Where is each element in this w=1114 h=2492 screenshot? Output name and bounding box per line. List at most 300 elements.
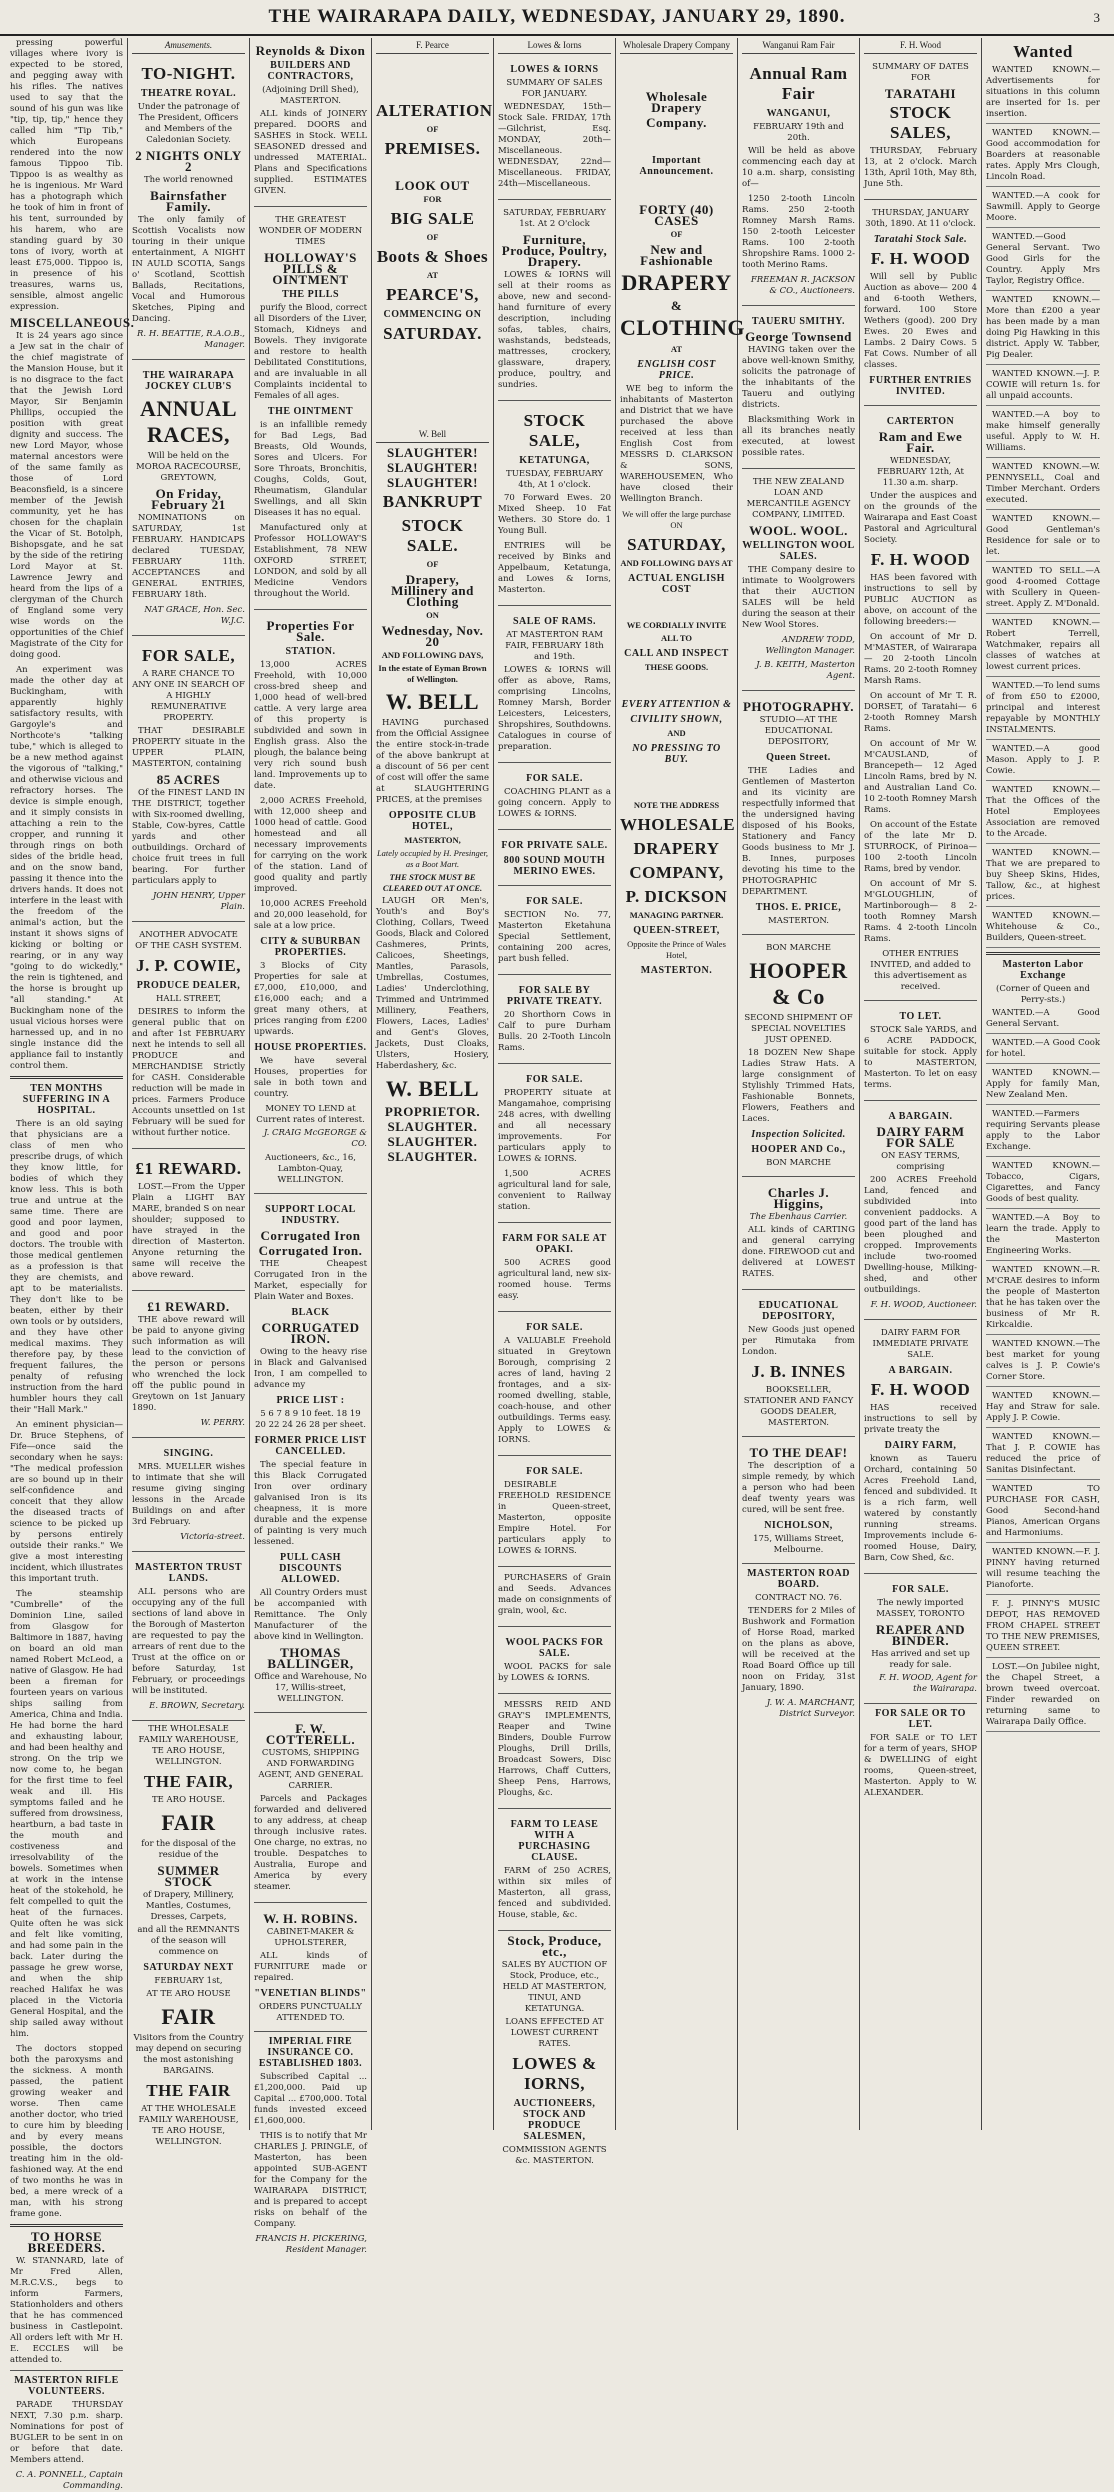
ad-subtitle: THOS. E. PRICE, (755, 902, 842, 913)
ad-subtitle: PRODUCE DEALER, (136, 980, 241, 991)
ad-text: Under the patronage of The President, Officers and Members of the Caledonian Society. (137, 102, 240, 145)
ad-text: WE CORDIALLY INVITE (626, 620, 727, 630)
ad-title: PEARCE'S, (386, 285, 479, 304)
ad-taratahi-sales (864, 57, 977, 200)
ad-text: In the estate of Eyman Brown of Wellington. (378, 663, 487, 684)
ad-text: AT (426, 270, 439, 280)
ad-stock-sale (864, 203, 977, 406)
ad-signature: Victoria-street. (180, 1532, 245, 1542)
ad-title: SLAUGHTER! (387, 460, 478, 475)
column-8 (860, 38, 982, 2130)
classified-ad: WANTED.—To lend sums of from £50 to £2000, principal and interest repayable by MONTHLY INSTALMENTS. (986, 681, 1100, 740)
ad-text: Will sell by Public Auction as above— 200 4 and 6-tooth Wethers, forward. 100 Store Wethers (good). 200 Dry Ewes. 20 Ewes and Lambs. 2 Dairy Cows. 5 Fat Cows. Number of all classes. (864, 272, 977, 370)
ad-title: DRAPERY (621, 270, 732, 295)
ad-title: ANNUAL RACES, (139, 396, 238, 447)
ad-text: TUESDAY, FEBRUARY 4th, At 1 o'clock. (506, 469, 603, 490)
ad-date: Wednesday, Nov. 20 (381, 623, 484, 649)
ad-subtitle: NO PRESSING TO BUY. (632, 743, 721, 765)
ad-text: COMMISSION AGENTS &c. MASTERTON. (502, 2145, 607, 2166)
ad-text: SATURDAY, FEBRUARY 1st. At 2 O'clock (503, 208, 606, 229)
labor-list (986, 1008, 1100, 1732)
column-header: Wholesale Drapery Company (620, 38, 733, 54)
ad-text: AND FOLLOWING DAYS, (381, 650, 484, 660)
ad-title: SINGING. (163, 1448, 214, 1459)
ad-cotterell (254, 1716, 367, 1903)
ad-text: We will offer the large purchase ON (622, 509, 731, 530)
classified-ad: WANTED.—Farmers requiring Servants please apply to the Labor Exchange. (986, 1109, 1100, 1157)
ad-text: 3 Blocks of City Properties for sale at £7,000, £10,000, and £16,000 each; and a great many others, at prices ranging from £200 upwards. (254, 961, 367, 1037)
ad-text: ALL kinds of FURNITURE made or repaired. (254, 1951, 367, 1983)
ad-text: LOST.—From the Upper Plain a LIGHT BAY MARE, branded S on near shoulder; supposed to have strayed in the direction of Masterton. Anyone returning the same will receive the above reward. (132, 1182, 245, 1280)
ad-text: THE STOCK MUST BE CLEARED OUT AT ONCE. (382, 872, 483, 893)
ad-text: The newly imported MASSEY, TORONTO (876, 1598, 965, 1619)
ad-title: W. BELL (385, 1076, 480, 1101)
article-text: There is an old saying that physicians are a class of men who prescribe drugs, of which they know little, for bodies of which they know less. This is both true and untrue at the same time. There are good and poor laymen, and good and poor doctors. The trouble with those medical gentlemen as a profession is that they are chemists, and apt to be materialists. They don't like to be beaten, either by their own tools or by outsiders, and they have other medical maxims. They therefore pay, by these frequent failures, the penalty of refusing instruction from the hard humbler hours they call their "Hall Mark." (10, 1119, 123, 1415)
ad-title: FOR SALE, (141, 646, 236, 665)
ad-properties (254, 613, 367, 1194)
ad-dairy-farm-2 (864, 1323, 977, 1574)
ad-subtitle: THE OINTMENT (267, 406, 354, 417)
ad-subtitle: Bairnsfather Family. (150, 188, 227, 214)
ad-subtitle: ACTUAL ENGLISH COST (628, 573, 725, 595)
ad-title: FOR PRIVATE SALE. (501, 840, 608, 851)
classified-ad: WANTED.—A boy to make himself generally useful. Apply to W. H. Williams. (986, 410, 1100, 458)
ad-title: THE FAIR, (143, 1772, 234, 1791)
ad-text: AND FOLLOWING DAYS AT (620, 558, 733, 568)
classified-ad: WANTED KNOWN.—Hay and Straw for sale. Apply J. P. Cowie. (986, 1391, 1100, 1428)
ad-title: Company. (646, 115, 707, 130)
ad-title: IMPERIAL FIRE INSURANCE CO. ESTABLISHED 1803. (258, 2036, 363, 2069)
ad-coaching (498, 766, 611, 830)
ad-text: All Country Orders must be accompanied with Remittance. The Only Manufacturer of the above kind in Wellington. (254, 1588, 367, 1642)
labor-exchange-heading: Masterton Labor Exchange (1002, 959, 1084, 981)
ad-subtitle: CITY & SUBURBAN PROPERTIES. (260, 936, 361, 958)
ad-text: 5 6 7 8 9 10 feet. 18 19 20 22 24 26 28 per sheet. (255, 1409, 366, 1430)
ad-text: The only family of Scottish Vocalists now touring in their unique entertainment, A NIGHT IN AULD SCOTIA, Sangs o' Scotland, Scottish Ballads, Recitations, Vocal and Humorous Sketches, Piping and Dancing. (132, 215, 245, 324)
ad-text: W. STANNARD, late of Mr Fred Allen, M.R.C.V.S., begs to inform Farmers, Stationholders and others that he has commenced business in Castlepoint. All orders left with Mr H. E. ECCLES will be attended to. (10, 2256, 123, 2365)
ad-text: A RARE CHANCE TO ANY ONE IN SEARCH OF A HIGHLY REMUNERATIVE PROPERTY. (132, 669, 245, 723)
ad-subtitle: FORMER PRICE LIST CANCELLED. (254, 1435, 367, 1457)
ad-subtitle: TAUERU SMITHY. (751, 316, 846, 327)
ad-text: purify the Blood, correct all Disorders of the Liver, Stomach, Kidneys and Bowels. They invigorate and restore to health Debilitated Constitutions, and are invaluable in all Complaints incidental to Females of all ages. (254, 303, 367, 401)
article-text: pressing powerful villages where ivory is expected to be stored, and pegging away with his rifles. The natives used to say that the sound of his gun was like "tip, tip, tip," hence they called him "Tip Tib," which Europeans rendered into the now famous Tippoo Tib. Tippoo is as wealthy as he is ingenious. Mr Ward has a photograph which he took of him in front of his tent, surrounded by his harem, who are standing guard by 30 tons of ivory, worth at least £75,000. Tippoo is, in presence of his treasures, warns us, sensible, almost angelic expression. (10, 38, 123, 312)
ad-title: STOCK SALE. (401, 516, 464, 555)
ad-title: FOR SALE. (526, 1074, 583, 1085)
ad-title: HOLLOWAY'S PILLS & OINTMENT (264, 250, 357, 287)
ad-title: COMPANY, (629, 863, 724, 882)
column-4 (372, 38, 494, 2130)
ad-subtitle: 2 NIGHTS ONLY 2 (135, 148, 242, 174)
ad-heading: MASTERTON RIFLE VOLUNTEERS. (14, 2375, 119, 2397)
ad-title: J. B. INNES (751, 1362, 846, 1381)
ad-text: THIS is to notify that Mr CHARLES J. PRINGLE, of Masterton, has been appointed SUB-AGENT for the Company for the WAIRARAPA DISTRICT, and is prepared to accept risks on behalf of the Company. (254, 2131, 367, 2229)
divider (10, 2224, 123, 2227)
ad-text: WOOL PACKS for sale by LOWES & IORNS. (498, 1662, 611, 1683)
ad-text: Will be held as above commencing each day at 10 a.m. sharp, consisting of— (742, 146, 855, 189)
ad-forsale (132, 639, 245, 922)
ad-higgins (742, 1180, 855, 1290)
article-text: The doctors stopped both the paroxysms and the sickness. A month passed, the patient growing weaker and worse. Then came another doctor, who tried to cure him by bleeding and by every means possible, the doctors treating him in the old-fashioned way. At the end of two months he was in bed, a mere wreck of a man, with his strong frame gone. (10, 2044, 123, 2219)
ad-text: BON MARCHE (766, 1158, 831, 1168)
ad-signature: F. H. WOOD, Auctioneer. (870, 1300, 977, 1310)
ad-title: SATURDAY. (383, 324, 482, 343)
ad-subtitle: 85 ACRES (156, 772, 221, 787)
ad-te-aro-fair (132, 1724, 245, 2148)
ad-text: HAVING taken over the above well-known Smithy, solicits the patronage of the inhabitants of the Taueru and outlying districts. (742, 345, 855, 410)
ad-text: FARM of 250 ACRES, within six miles of Masterton, all grass, fenced and subdivided. House, stable, &c. (498, 1866, 611, 1920)
ad-cowie (132, 925, 245, 1149)
classified-ad: LOST.—On Jubilee night, the Chapel Street, a brown tweed overcoat. Finder rewarded on returning same to Wairarapa Daily Office. (986, 1662, 1100, 1732)
column-header: F. H. Wood (864, 38, 977, 54)
column-6 (616, 38, 746, 2130)
ad-signature: J. B. KEITH, Masterton Agent. (756, 660, 855, 681)
classified-ad: WANTED KNOWN.—More than £200 a year has been made by a man doing Pig Hawking in this district. Apply W. Tabber, Pig Dealer. (986, 295, 1100, 365)
ad-title: PREMISES. (384, 139, 481, 158)
ad-title: F. H. WOOD (870, 550, 971, 569)
ad-subtitle: LOOK OUT (395, 178, 470, 193)
ad-signature: NAT GRACE, Hon. Sec. W.J.C. (144, 605, 245, 626)
ad-subtitle: STATION. (285, 646, 336, 657)
ad-text: On account of Mr S. M'GLOUGHLIN, of Martinborough— 8 2-tooth Romney Marsh Rams. 4 2-tooth Lincoln Rams. (864, 879, 977, 944)
ad-text: CUSTOMS, SHIPPING AND FORWARDING AGENT, AND GENERAL CARRIER. (258, 1748, 363, 1791)
ad-subtitle: PULL CASH DISCOUNTS ALLOWED. (279, 1552, 342, 1585)
ad-text: WEDNESDAY, FEBRUARY 12th, At 11.30 a.m. sharp. (877, 456, 964, 488)
divider (10, 2370, 123, 2371)
ad-subtitle: THE PILLS (281, 289, 340, 300)
ad-text: The description of a simple remedy, by which a person who had been deaf twenty years was cured, will be sent free. (742, 1461, 855, 1515)
page-number: 3 (1093, 10, 1100, 25)
ad-title: £1 REWARD. (135, 1159, 242, 1178)
ad-text: MASTERTON. (767, 916, 830, 926)
ad-robins (254, 1906, 367, 2032)
ad-signature: ANDREW TODD, Wellington Manager. (765, 635, 855, 656)
newspaper-page (6, 38, 1108, 2491)
ad-text: WE beg to inform the inhabitants of Masterton and District that we have purchased the above received at less than English Cost from MESSRS D. CLARKSON & SONS, WAREHOUSEMEN, Who have closed their Wellington Branch. (620, 384, 733, 504)
ad-text: SECOND SHIPMENT OF SPECIAL NOVELTIES JUST OPENED. (744, 1013, 853, 1045)
ad-subtitle: 800 SOUND MOUTH MERINO EWES. (503, 855, 606, 877)
ad-subtitle: Taratahi Stock Sale. (873, 234, 968, 245)
ad-text: On account of Mr T. R. DORSET, of Taratahi— 6 2-tooth Romney Marsh Rams. (864, 691, 977, 734)
ad-text: FOR SALE or TO LET for a term of years, SHOP & DWELLING of eight rooms, Queen-street, Masterton. Apply to W. ALEXANDER. (864, 1733, 977, 1798)
ad-text: (Adjoining Drill Shed), MASTERTON. (262, 85, 359, 106)
ad-subtitle: EDUCATIONAL DEPOSITORY, (758, 1300, 839, 1322)
ad-text: SUMMARY OF SALES FOR JANUARY. (506, 78, 603, 99)
ad-title: TO-NIGHT. (141, 64, 236, 83)
ad-title: HOOPER & Co (749, 958, 848, 1009)
ad-text: THURSDAY, February 13, at 2 o'clock. March 13th, April 10th, May 8th, June 5th. (864, 146, 977, 189)
ad-to-let (864, 1004, 977, 1101)
ad-trust (132, 1555, 245, 1721)
ad-date: On Friday, February 21 (151, 486, 226, 512)
ad-reward-2 (132, 1294, 245, 1438)
classified-ad: WANTED KNOWN.—F. J. PINNY having returned will resume teaching the Pianoforte. (986, 1547, 1100, 1595)
ad-title: FOR SALE BY PRIVATE TREATY. (506, 985, 603, 1007)
ad-theatre (132, 57, 245, 360)
ad-text: A VALUABLE Freehold situated in Greytown Borough, comprising 2 acres of land, having 2 frontages, and a six-roomed dwelling, stable, coach-house, and other outbuildings. Terms easy. Apply to LOWES & IORNS. (498, 1336, 611, 1445)
ad-text: ALL kinds of JOINERY prepared. DOORS and SASHES in Stock. WELL SEASONED dressed and undressed MATERIAL. Plans and Specifications supplied. ESTIMATES GIVEN. (254, 109, 367, 196)
ad-text: ORDERS PUNCTUALLY ATTENDED TO. (258, 2002, 363, 2023)
ad-text: THESE GOODS. (644, 662, 709, 672)
ad-title: FAIR (161, 1810, 216, 1835)
ad-subtitle: EVERY ATTENTION & (621, 699, 732, 710)
ad-title: DRAPERY (633, 839, 720, 858)
classified-ad: WANTED KNOWN.—Good accommodation for Boarders at reasonable rates. Apply Mrs Clough, Lincoln Road. (986, 128, 1100, 187)
classified-ad: WANTED.—A good Mason. Apply to J. P. Cowie. (986, 744, 1100, 781)
ad-title: FOR SALE. (526, 773, 583, 784)
classified-ad: WANTED KNOWN.—That J. P. COWIE has reduced the price of Sanitas Disinfectant. (986, 1432, 1100, 1480)
article-text: An experiment was made the other day at Buckingham, with apparently highly satisfactory results, with Gargoyle's and Northcote's "talking tube," which is alleged to be a new method against the vigorous of "talking," and otherwise vicious and refractory horses. The device is simple enough, and it simply consists in attaching a rein to the cropper, and running it through rings on both sides of the bridle head, and on the snow band, passing it thence into the drivers hands. It does not interfere in the least with the freedom of the animal's action, but the instant it shows signs of kicking or bolting or rearing, or in any way "going to do wickedly," the rein is tightened, and the horse is brought up "all standing." At Buckingham none of the usual vicious horses were harnessed up, and in no single instance did the appliance fail to instantly control them. (10, 665, 123, 1071)
ad-text: The special feature in this Black Corrugated Iron over ordinary galvanised Iron is its cheapness, it is more durable and the expense of painting is very much lessened. (254, 1460, 367, 1547)
ad-text: AT THE WHOLESALE FAMILY WAREHOUSE, TE ARO HOUSE, WELLINGTON. (138, 2104, 239, 2147)
ad-text: DESIRES to inform the general public that on and after 1st FEBRUARY next he intends to sell all PRODUCE and MERCHANDISE Strictly for CASH. Considerable reduction will be made in prices. Farmers Produce Accounts unsettled on 1st February will be sued for without further notice. (132, 1007, 245, 1138)
ad-heifers (498, 978, 611, 1064)
ad-text: 175, Williams Street, Melbourne. (753, 1534, 844, 1555)
ad-text: AT TE ARO HOUSE (146, 1989, 231, 1999)
ad-text: Under the auspices and on the grounds of the Wairarapa and East Coast Pastoral and Agricultural Society. (864, 491, 977, 545)
ad-title: CORRUGATED IRON. (261, 1320, 360, 1346)
ad-reaper (864, 1577, 977, 1704)
ad-subtitle: SUPPORT LOCAL INDUSTRY. (265, 1204, 356, 1226)
ad-sale-or-let (864, 1708, 977, 1799)
column-7 (738, 38, 860, 2130)
ad-title: WOOL. WOOL. (749, 523, 848, 538)
ad-title: REAPER AND BINDER. (875, 1622, 966, 1648)
ad-text: ALL kinds of CARTING and general carrying done. FIREWOOD cut and delivered at LOWEST RATES. (742, 1225, 855, 1279)
article-heading: TEN MONTHS SUFFERING IN A HOSPITAL. (22, 1083, 111, 1116)
ad-text: SUMMARY OF DATES FOR (872, 62, 969, 83)
ad-text: DAIRY FARM FOR IMMEDIATE PRIVATE SALE. (872, 1328, 969, 1360)
ad-text: HAS been favored with instructions to sell by PUBLIC AUCTION as above, on account of the following breeders:— (864, 573, 977, 627)
ad-text: THE Cheapest Corrugated Iron in the Market, especially for Plain Water and Boxes. (254, 1259, 367, 1302)
ad-title: £1 REWARD. (147, 1299, 230, 1314)
ad-title: PHOTOGRAPHY. (742, 699, 855, 714)
ad-subtitle: A BARGAIN. (888, 1365, 953, 1376)
ad-text: The world renowned (143, 175, 234, 185)
ad-wholesale-drapery (620, 57, 746, 976)
classified-ad: WANTED KNOWN.—R. M'CRAE desires to inform the people of Masterton that he has taken over the business of Mr R. Kirkcaldie. (986, 1265, 1100, 1335)
ad-signature: R. H. BEATTIE, R.A.O.B., Manager. (137, 329, 245, 350)
classified-ad: WANTED KNOWN.—Good Gentleman's Residence for sale or to let. (986, 514, 1100, 562)
classified-ad: WANTED TO SELL.—A good 4-roomed Cottage with Scullery in Queen-street. Apply Z. M'Donald. (986, 566, 1100, 614)
ad-text: HAVING purchased from the Official Assignee the entire stock-in-trade of the above bankrupt at a discount of 56 per cent of cost will offer the same at SLAUGHTERING PRICES, at the premises (376, 718, 489, 805)
ad-signature: E. BROWN, Secretary. (149, 1701, 245, 1711)
ad-title: Reynolds & Dixon (255, 43, 366, 58)
ad-text: THAT DESIRABLE PROPERTY situate in the UPPER PLAIN, MASTERTON, containing (132, 726, 245, 769)
ad-text: AND (667, 728, 686, 738)
ad-ram-fair (742, 57, 855, 306)
ad-subtitle: BLACK (291, 1307, 330, 1318)
ad-title: SLAUGHTER. (387, 1134, 478, 1149)
ad-text: We have several Houses, properties for sale in both town and country. (254, 1056, 367, 1099)
ad-races (132, 363, 245, 636)
ad-subtitle: WANGANUI, (766, 108, 831, 119)
ad-subtitle: AUCTIONEERS, STOCK AND PRODUCE SALESMEN, (513, 2098, 596, 2142)
wanted-list (986, 65, 1100, 948)
ad-text: OF (426, 124, 439, 134)
ad-text: PROPERTY situate at Mangamahoe, comprising 248 acres, with dwelling and all necessary improvements. For particulars apply to LOWES & IORNS. (498, 1088, 611, 1164)
classified-ad: WANTED.—A cook for Sawmill. Apply to George Moore. (986, 191, 1100, 228)
ad-title: W. BELL (385, 689, 480, 714)
ad-text: 2,000 ACRES Freehold, with 12,000 sheep and 1000 head of cattle. Good homestead and all necessary improvements for carrying on the work of the station. Land of good quality and partly improved. (254, 796, 367, 894)
ad-title: FOR SALE. (526, 1322, 583, 1333)
ad-text: AT (670, 344, 683, 354)
ad-text: ANOTHER ADVOCATE OF THE CASH SYSTEM. (135, 930, 242, 951)
wanted-heading: Wanted (1013, 42, 1073, 61)
ad-pearce (376, 57, 493, 427)
ad-wool-sales (742, 472, 855, 691)
ad-title: ALTERATION (376, 101, 493, 120)
ad-ram-ewe-fair (864, 409, 977, 1001)
ad-text: COACHING PLANT as a going concern. Apply to LOWES & IORNS. (498, 787, 611, 819)
ad-title: Charles J. Higgins, (767, 1185, 830, 1211)
ad-text: 20 Shorthorn Cows in Calf to pure Durham Bulls. 20 2-Tooth Lincoln Rams. (498, 1010, 611, 1053)
ad-text: BOOKSELLER, STATIONER AND FANCY GOODS DEALER, MASTERTON. (743, 1385, 854, 1428)
ad-title: BIG SALE (390, 209, 475, 228)
ad-text: New Goods just opened per Rimutaka from London. (742, 1325, 855, 1357)
ad-deaf (742, 1440, 855, 1564)
ad-imperial-insurance (254, 2036, 367, 2256)
ad-text: ON EASY TERMS, comprising (881, 1151, 960, 1172)
column-9 (982, 38, 1104, 2130)
column-3 (250, 38, 372, 2255)
ad-summary (498, 57, 611, 200)
ad-text: CONTRACT NO. 76. (755, 1593, 842, 1603)
ad-subtitle: CIVILITY SHOWN, (630, 714, 723, 725)
ad-title: SLAUGHTER. (387, 1119, 478, 1134)
ad-photography (742, 694, 855, 935)
ad-text: MONEY TO LEND at Current rates of interest. (256, 1104, 365, 1125)
ad-text: OF (426, 232, 439, 242)
ad-title: F. W. COTTERELL. (265, 1721, 356, 1747)
ad-text: LOANS EFFECTED AT LOWEST CURRENT RATES. (505, 2017, 604, 2049)
ad-text: HALL STREET, (156, 994, 221, 1004)
ad-title: SLAUGHTER! (387, 445, 478, 460)
classified-ad: WANTED TO PURCHASE FOR CASH, Good Second-hand Pianos, American Organs and Harmoniums. (986, 1484, 1100, 1543)
ad-text: DESIRABLE FREEHOLD RESIDENCE in Queen-street, Masterton, opposite Empire Hotel. For particulars apply to LOWES & IORNS. (498, 1480, 611, 1556)
ad-text: Has arrived and set up ready for sale. (871, 1649, 970, 1670)
classified-ad: WANTED KNOWN.—Advertisements for situations in this column are inserted for 1s. per insertion. (986, 65, 1100, 124)
ad-title: F. H. WOOD (870, 249, 971, 268)
classified-ad: WANTED KNOWN.—Apply for family Man, New Zealand Men. (986, 1068, 1100, 1105)
ad-text: 1,500 ACRES agricultural land for sale, convenient to Railway station. (498, 1169, 611, 1212)
ad-text: THE WHOLESALE FAMILY WAREHOUSE, TE ARO HOUSE, WELLINGTON. (138, 1724, 239, 1767)
ad-title: TO LET. (899, 1011, 942, 1022)
ad-title: LOWES & IORNS, (512, 2054, 597, 2093)
ad-text: Office and Warehouse, No 17, Willis-street, WELLINGTON. (254, 1672, 367, 1704)
column-header: F. Pearce (376, 38, 489, 54)
ad-text: THE GREATEST WONDER OF MODERN TIMES (258, 215, 363, 247)
ad-text: & (670, 298, 683, 313)
ad-text: THURSDAY, JANUARY 30th, 1890. At 11 o'clock. (865, 208, 976, 229)
ad-title: FORTY (40) CASES (639, 202, 714, 228)
ad-subtitle: CARTERTON (886, 416, 955, 427)
ad-title: New and Fashionable (640, 242, 713, 268)
ad-wool (498, 1630, 611, 1694)
ad-title: Boots & Shoes (376, 247, 489, 266)
ad-text: 13,000 ACRES Freehold, with 10,000 cross-bred sheep and 1,000 head of well-bred cattle. A very large area of this property is subdivided and sown in English grass. Also the plough, the balance being very rich sound bush land. Improvements up to date. (254, 660, 367, 791)
ad-hooper (742, 938, 855, 1177)
ad-subtitle: A BARGAIN. (888, 1111, 953, 1122)
ad-title: STOCK SALES, (889, 103, 952, 142)
classified-ad: WANTED KNOWN.—That we are prepared to buy Sheep Skins, Hides, Tallow, &c., at highest prices. (986, 848, 1100, 907)
ad-text: 70 Forward Ewes. 20 Mixed Sheep. 10 Fat Wethers. 30 Store do. 1 Young Bull. (498, 493, 611, 536)
divider (986, 952, 1100, 955)
ad-townsend (742, 309, 855, 469)
ad-text: FEBRUARY 1st, (154, 1976, 223, 1986)
ad-subtitle: THE WAIRARAPA JOCKEY CLUB'S (142, 370, 235, 392)
ad-text: MRS. MUELLER wishes to intimate that she will resume giving singing lessons in the Arcade Buildings on and after 3rd February. (132, 1462, 245, 1527)
ad-text: ALL persons who are occupying any of the full sections of land above in the Borough of Masterton are requested to pay the arrears of rent due to the Trust at the office on or before Saturday, 1st February, or proceedings will be instituted. (132, 1587, 245, 1696)
ad-title: P. DICKSON (625, 887, 728, 906)
ad-subtitle: HOOPER AND Co., (751, 1144, 846, 1155)
ad-text: TENDERS for 2 Miles of Bushwork and Formation of Horse Road, marked on the plans as above, will be received at the Road Board Office up till noon on Friday, 31st January, 1890. (742, 1606, 855, 1693)
ad-text: is an infallible remedy for Bad Legs, Bad Breasts, Old Wounds, Sores and Ulcers. For Sore Throats, Bronchitis, Coughs, Colds, Gout, Rheumatism, Glandular Swellings, and all Skin Diseases it has no equal. (254, 420, 367, 518)
ad-title: LOWES & IORNS (510, 64, 599, 75)
ad-section (498, 889, 611, 975)
ad-text: LAUGH OR Men's, Youth's and Boy's Clothing, Collars, Tweed Goods, Black and Colored Cashmeres, Prints, Calicoes, Sheetings, Mantles, Parasols, Umbrellas, Costumes, Ladies' Underclothing, Trimmed and Untrimmed Millinery, Feathers, Flowers, Laces, Ladies' and Gent's Gloves, Jackets, Dust Cloaks, Ulsters, Hosiery, Haberdashery, &c. (376, 896, 489, 1071)
ad-furniture (498, 203, 611, 401)
ad-rams (498, 609, 611, 763)
ad-text: Of the FINEST LAND IN THE DISTRICT, together with Six-roomed dwelling, Stable, Cow-byres, Cattle yards and other outbuildings. Orchard of choice fruit trees in full bearing. For further particulars apply to (132, 788, 245, 886)
ad-title: BANKRUPT (382, 492, 483, 511)
classified-ad: F. J. PINNY'S MUSIC DEPOT, HAS REMOVED FROM CHAPEL STREET TO THE NEW PREMISES, QUEEN STREET. (986, 1599, 1100, 1658)
column-2 (128, 38, 250, 2147)
ad-innes (742, 1293, 855, 1437)
ad-text: NOMINATIONS on SATURDAY, 1st FEBRUARY. HANDICAPS declared TUESDAY, FEBRUARY 11th. ACCEPTANCES and GENERAL ENTRIES, FEBRUARY 18th. (132, 513, 245, 600)
ad-grain (498, 1570, 611, 1627)
ad-text: LOWES & IORNS will offer as above, Rams, comprising Lincolns, Romney Marsh, Border Leicesters, Leicesters, Shropshires, Southdowns. Catalogues in course of preparation. (498, 665, 612, 752)
ad-subtitle: PROPRIETOR. (384, 1104, 481, 1119)
column-5 (494, 38, 616, 2166)
divider (10, 1076, 123, 1079)
ad-title: STOCK SALE, (523, 411, 586, 450)
ad-text: OF (426, 559, 439, 569)
ad-text: On account of the Estate of the late Mr D. STURROCK, of Pirinoa— 100 2-tooth Lincoln Rams, bred by vendor. (864, 820, 978, 874)
classified-ad: WANTED KNOWN.—The best market for young calves is J. P. Cowie's Corner Store. (986, 1339, 1100, 1387)
ad-title: J. P. COWIE, (135, 956, 242, 975)
ad-title: FARM FOR SALE AT OPAKI. (502, 1233, 607, 1255)
ad-text: PURCHASERS of Grain and Seeds. Advances made on consignments of grain, wool, &c. (498, 1573, 611, 1616)
ad-date: SATURDAY NEXT (143, 1962, 234, 1973)
classified-ad: WANTED.—A Boy to learn the trade. Apply to the Masterton Engineering Works. (986, 1213, 1100, 1261)
classified-ad: WANTED.—Good General Servant. Two Good Girls for the Country. Apply Mrs Taylor, Registry Office. (986, 232, 1100, 291)
article-heading: MISCELLANEOUS. (10, 315, 135, 330)
ad-title: FOR SALE. (526, 1466, 583, 1477)
ad-residence (498, 1459, 611, 1567)
ad-title: CLOTHING (620, 315, 746, 340)
article-text: It is 24 years ago since a Jew sat in the chair of the chief magistrate of the Mansion House, but it is no disgrace to the fact that the Jewish Lord Mayor, Sir Benjamin Phillips, occupied the position with great dignity and success. The new Lord Mayor, whose maternal ancestors were of the same family as those of Lord Beaconsfield, is a sincere member of the Jewish community, yet he has chosen for the chaplain the Vicar of St. Botolph, Bishopsgate, and he sat by the side of the retiring Lord Mayor at St. Lawrence Jewry and heard from the lips of a clergyman of the Church of England some very wise words on the opportunities of the Chief Magistrate of the City for doing good. (10, 331, 123, 660)
ad-text: CABINET-MAKER & UPHOLSTERER, (266, 1927, 355, 1948)
ad-text: On account of Mr W. M'CAUSLAND, of Brancepeth— 12 Aged Lincoln Rams, bred by N. and Australian Land Co. 10 2-tooth Romney Marsh Rams. (864, 739, 977, 815)
ad-lease (498, 1812, 611, 1931)
ad-text: Will be held on the MOROA RACECOURSE, GREYTOWN, (136, 451, 241, 483)
ad-text: known as Taueru Orchard, containing 50 Acres Freehold Land, fenced and subdivided. It is a rich farm, well watered by constantly running streams. Improvements include 6-roomed House, Dairy, Barn, Cow Shed, &c. (864, 1454, 977, 1563)
ad-subtitle: QUEEN-STREET, (633, 925, 720, 936)
ad-title: TARATAHI (884, 86, 957, 101)
ad-title: FAIR (161, 2004, 216, 2029)
ad-text: OTHER ENTRIES INVITED, and added to this advertisement as received. (870, 949, 971, 992)
ad-title: WOOL PACKS FOR SALE. (505, 1637, 604, 1659)
article-text: The steamship "Cumbrelle" of the Dominion Line, sailed from Glasgow for Baltimore in 1887, having on board an old man named Robert McLeod, a native of Glasgow. He had been a fireman for fourteen years on various ships sailing from America, China and India. He had borne the hard and exhausting labour, and had been healthy and strong. On the trip we now come to, he began for the first time to feel weak and ill. His symptoms failed and he suffered from drowsiness, heartburn, a bad taste in the mouth and costiveness and irresolvability of the bowels. Sometimes when at work in the intense heat of the stokehold, he felt compelled to quit the heat of the furnaces. Quite often he was sick and felt like vomiting, and had some pain in the back. Later during the passage he grew worse, and when the ship reached Halifax he was placed in the Victoria General Hospital, and the ship sailed away without him. (10, 1589, 123, 2039)
ad-singing (132, 1441, 245, 1552)
ad-text: Owing to the heavy rise in Black and Galvanised Iron, I am compelled to advance my (254, 1347, 367, 1390)
ad-subtitle: ENGLISH COST PRICE. (637, 359, 716, 381)
classified-ad: WANTED KNOWN.—Tobacco, Cigars, Cigarettes, and Fancy Goods of best quality. (986, 1161, 1100, 1209)
ad-text: FOR (423, 194, 442, 204)
column-header: W. Bell (376, 427, 489, 443)
ad-signature: JOHN HENRY, Upper Plain. (152, 891, 245, 912)
ad-text: FEBRUARY 19th and 20th. (753, 122, 844, 143)
